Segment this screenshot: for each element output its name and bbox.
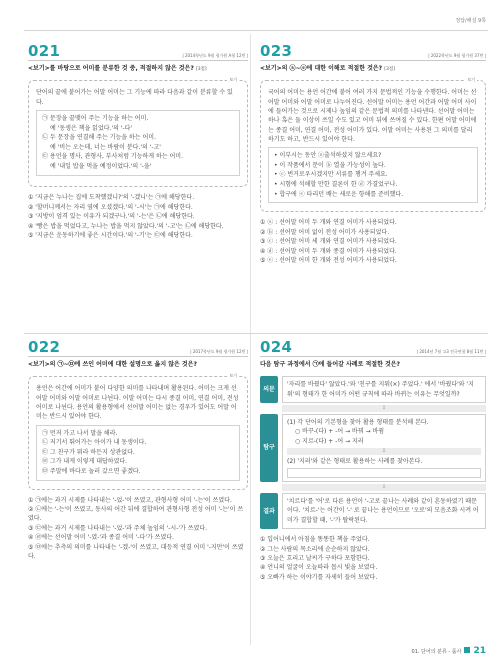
bogi-item: ㉢ 용언을 명사, 관형사, 부사처럼 기능하게 하는 어미. [42,153,183,161]
chapter-label: 01. 단어의 분류 - 품사 [411,649,462,656]
question-stem-text: <보기>의 ⓐ~ⓔ에 대한 이해로 적절한 것은? [260,65,383,72]
footer-square-icon [464,647,470,653]
question-header [28,44,248,61]
flow-arrow-row [260,484,486,491]
flow-result-box: '치르다'를 '어'로 다른 용언이 '-고로 끝나는 사례와 같이 흔동하였기 때문이다. '치르-'는 어간이 '-' 로 끝나는 용언이므로 '오로'의 모음조화 시켜 어미가 결합할 때, '-'가 탈락된다. [282,493,486,529]
answer-option-2[interactable]: ② ⓑ : 선어말 어미 없이 전성 어미가 사용되었다. [260,228,390,236]
bogi-example: 예 '동생은 책을 읽었다.'의 '-다' [50,124,133,132]
answer-option-1[interactable]: ① '지금은 누나는 집에 도착했겠니?'의 '-겠니'는 ㉠에 해당한다. [28,194,195,202]
bogi-inner-box [268,147,478,203]
bogi-item: • 이 작품에서 문이 ⓑ 열을 가능성이 높다. [274,161,386,169]
question-022 [28,340,248,562]
bogi-item: ㉡ 두 문장을 연결해 주는 기능을 하는 어미. [42,134,156,142]
column-divider [250,34,251,645]
question-024 [260,340,486,582]
question-header [28,340,248,357]
question-stem: 다음 탐구 과정에서 ㉠에 들어갈 사례로 적절한 것은? [260,361,401,368]
flow-question-row [260,376,486,403]
bogi-example: 예 '비는 오는데, 너는 바람이 분다.'의 '-고' [50,143,161,151]
flow-explore-row [260,414,486,482]
question-023 [260,44,486,265]
question-number: 022 [28,338,61,356]
flow-label-question: 의문 [260,376,278,403]
answer-option-1[interactable]: ① 입어니에서 아침을 똥똥한 책을 주었다. [260,536,370,544]
answer-option-3[interactable]: ③ ⓒ : 선어말 어미 세 개와 연결 어미가 사용되었다. [260,238,397,246]
answer-options [260,535,486,582]
answer-option-3[interactable]: ③ ㉢에는 과거 시제를 나타내는 '-었-'과 주체 높임의 '-시-'가 쓰였다. [28,524,208,532]
bogi-tag: 보기 [229,77,237,83]
bogi-intro: 국어의 어미는 용언 어간에 붙어 여러 가지 문법적인 기능을 수행한다. 어미는 선어말 어미와 어말 어미로 나누어진다. 선어말 어미는 용언 어간과 어말 어미 사이에 들어가는 것으로 시제나 높임의 같은 문법적 의미를 나타낸다. 선어말 어미는 하나 혹은 둘 이상이 쓰일 수도 있고 어미 뒤에 쓰여질 수 있다. 한편 어말 어미에는 종결 어미, 연결 어미, 전성 어미가 있다. 어말 어미는 사용된 그 의미를 달리 하기도 하고, 반드시 있어야 한다. [268,89,477,143]
question-points: [3점] [384,67,395,72]
flow-explore-box [282,414,486,482]
bogi-item: • 합구에 ⓔ 타리던 배는 새로운 항해를 준비했다. [274,190,404,198]
bogi-item: ㉣ 그가 내게 이렇게 대답하였다. [42,458,128,466]
top-rule [24,30,488,31]
answer-options [28,496,248,562]
question-021 [28,44,248,241]
bogi-item: ㉤ 주말에 바다로 놀러 갔으면 좋겠다. [42,467,141,475]
down-arrow-icon: ⇩ [282,405,486,412]
answer-option-3[interactable]: ③ 오늘은 흐리고 날씨가 구하다 포함한다. [260,555,370,562]
bogi-intro: 단어의 끝에 붙어가는 어말 어미는 그 기능에 따라 다음과 같이 분류할 수 있다. [36,89,233,106]
blank-answer-box [287,468,481,478]
answer-option-5[interactable]: ⑤ ㉤에는 추측의 의미를 나타내는 '-겠-'이 쓰였고, 대등적 연결 어미 '-지만'이 쓰였다. [28,543,244,561]
bogi-item: ㉢ 그 친구가 뭐라 하든지 상관없다. [42,448,135,456]
question-points: [3점] [195,67,207,72]
question-number: 023 [260,42,293,60]
question-header [260,44,486,61]
answer-option-2[interactable]: ② 그는 사람의 목소리에 순순하지 않았다. [260,545,370,553]
question-source: | 2022학년도 9월 평가원 37번 | [428,52,486,58]
section-label: 정답/해설 9쪽 [455,18,486,24]
bogi-tag: 보기 [467,77,475,83]
explore-step: (1) 각 단어의 기본형을 찾아 활용 형태를 분석해 본다. [287,418,429,426]
answer-option-4[interactable]: ④ '빵은 밥을 먹었다고, 누나는 밥을 먹지 않았다.'의 '-고'는 ㉡에 해당한다. [28,222,224,230]
question-number: 024 [260,338,293,356]
bogi-item: ㉠ 문장을 끝맺어 주는 기능을 하는 어미. [42,114,149,122]
page-number: 21 [473,646,486,657]
question-stem-text: <보기>를 바탕으로 어미를 분류한 것 중, 적절하지 않은 것은? [28,65,194,72]
inquiry-flow [260,376,486,529]
answer-option-5[interactable]: ⑤ '지금은 운동하기에 좋은 시간이다.'의 '-기'는 ㉢에 해당한다. [28,232,193,240]
answer-options [260,218,486,265]
question-source: | 2014년 7월 고3 전국연합 8월 11번 | [416,348,486,354]
page-footer [412,645,486,659]
question-stem: <보기>의 ㉠~㉤에 쓰인 어미에 대한 설명으로 옳지 않은 것은? [28,361,197,368]
flow-result-row [260,493,486,529]
flow-question-box: '자리를 바꿨다' 않았다.'와 '친구를 지워(×) 주었다.' 에서 '바꿨다'와 '지워'의 형태가 한 어미가 어떤 규칙에 따라 바뀌는 이유는 무엇일까? [282,376,486,403]
answer-option-2[interactable]: ② '할머니께서는 자리 옆에 오셨겠다.'의 '-시'는 ㉠에 해당한다. [28,203,193,211]
question-source: | 2017학년도 9월 평가원 12번 | [190,348,248,354]
question-number: 021 [28,42,61,60]
answer-option-4[interactable]: ④ ㉣에는 선어말 어미 '-였-'과 종결 어미 '-다'가 쓰였다. [28,534,174,542]
bogi-item: • 시험에 석해할 만한 결론이 한 ⓓ 가결었구나. [274,180,398,188]
answer-option-1[interactable]: ① ㉠에는 과거 시제를 나타내는 '-었-'이 쓰였고, 관형사형 어미 '-는'이 쓰였다. [28,496,232,504]
flow-arrow-row [260,405,486,412]
middle-rule [24,333,488,334]
bogi-inner-box [36,425,240,481]
down-arrow-icon: ⇩ [282,484,486,491]
explore-example: ○ 바꾸-(다) + -어 → 바꿔 → 바뀜 [295,428,385,436]
question-stem [260,65,486,73]
bogi-item: ㉡ 저기서 뛰어가는 아이가 내 동생이다. [42,439,147,447]
answer-option-4[interactable]: ④ 언니의 얼굴이 오늘따라 몹시 빛을 보였다. [260,564,378,572]
bogi-item: • ⓒ 번거로우시겠지만 서류를 챙겨 주세요. [274,171,388,179]
explore-step: (2) '지러'와 같은 형태로 활용하는 사례를 찾아본다. [287,457,423,465]
answer-option-5[interactable]: ⑤ 오빠가 하는 이야기를 자세히 들어 보았다. [260,573,378,581]
answer-option-5[interactable]: ⑤ ⓔ : 선어말 어미 한 개와 전성 어미가 사용되었다. [260,257,397,265]
bogi-item: • 이부시는 동안 ⓐ출석하셨지 않으세요? [274,152,382,160]
answer-option-4[interactable]: ④ ⓓ : 선어말 어미 두 개와 종결 어미가 사용되었다. [260,247,397,255]
answer-option-2[interactable]: ② ㉡에는 '-는'이 쓰였고, 동사의 어간 뒤에 결합하여 관형사형 전성 어미 '-는'이 쓰였다. [28,506,244,523]
bogi-tag: 보기 [229,373,237,379]
bogi-inner-box [36,110,240,176]
flow-label-result: 결과 [260,493,278,529]
bogi-intro: 용언은 어간에 어미가 붙어 다양한 의미를 나타내며 활용된다. 어미는 크게 선어말 어미와 어말 어미로 나뉜다. 어말 어미는 다시 종결 어미, 연결 어미, 전성 어미로 나뉜다. 용언의 활용형에서 선어말 어미는 없는 경우가 있어도 어말 어미는 반드시 있어야 한다. [36,385,239,421]
bogi-box [28,77,248,187]
answer-option-3[interactable]: ③ '지방이 엄격 있는 이유가 되겠구나.'의 '-는'은 ㉡에 해당한다. [28,213,195,221]
answer-option-1[interactable]: ① ⓐ : 선어말 어미 두 개와 연결 어미가 사용되었다. [260,219,397,227]
explore-example: ○ 지르-(다) + -어 → 지러 [295,437,364,445]
inner-down-arrow-icon: ⇩ [287,448,481,455]
question-stem [28,65,248,73]
question-source: | 2014학년도 9월 평가원 A형 12번 | [182,52,248,58]
bogi-box [260,77,486,212]
bogi-item: ㉠ 먼저 가고 나서 말을 해라. [42,429,118,437]
answer-options [28,193,248,240]
bogi-box [28,373,248,489]
flow-label-explore: 탐구 [260,414,278,482]
question-header [260,340,486,357]
bogi-example: 예 '내일 밥을 먹을 예정이었다.'의 '-을' [50,162,152,170]
